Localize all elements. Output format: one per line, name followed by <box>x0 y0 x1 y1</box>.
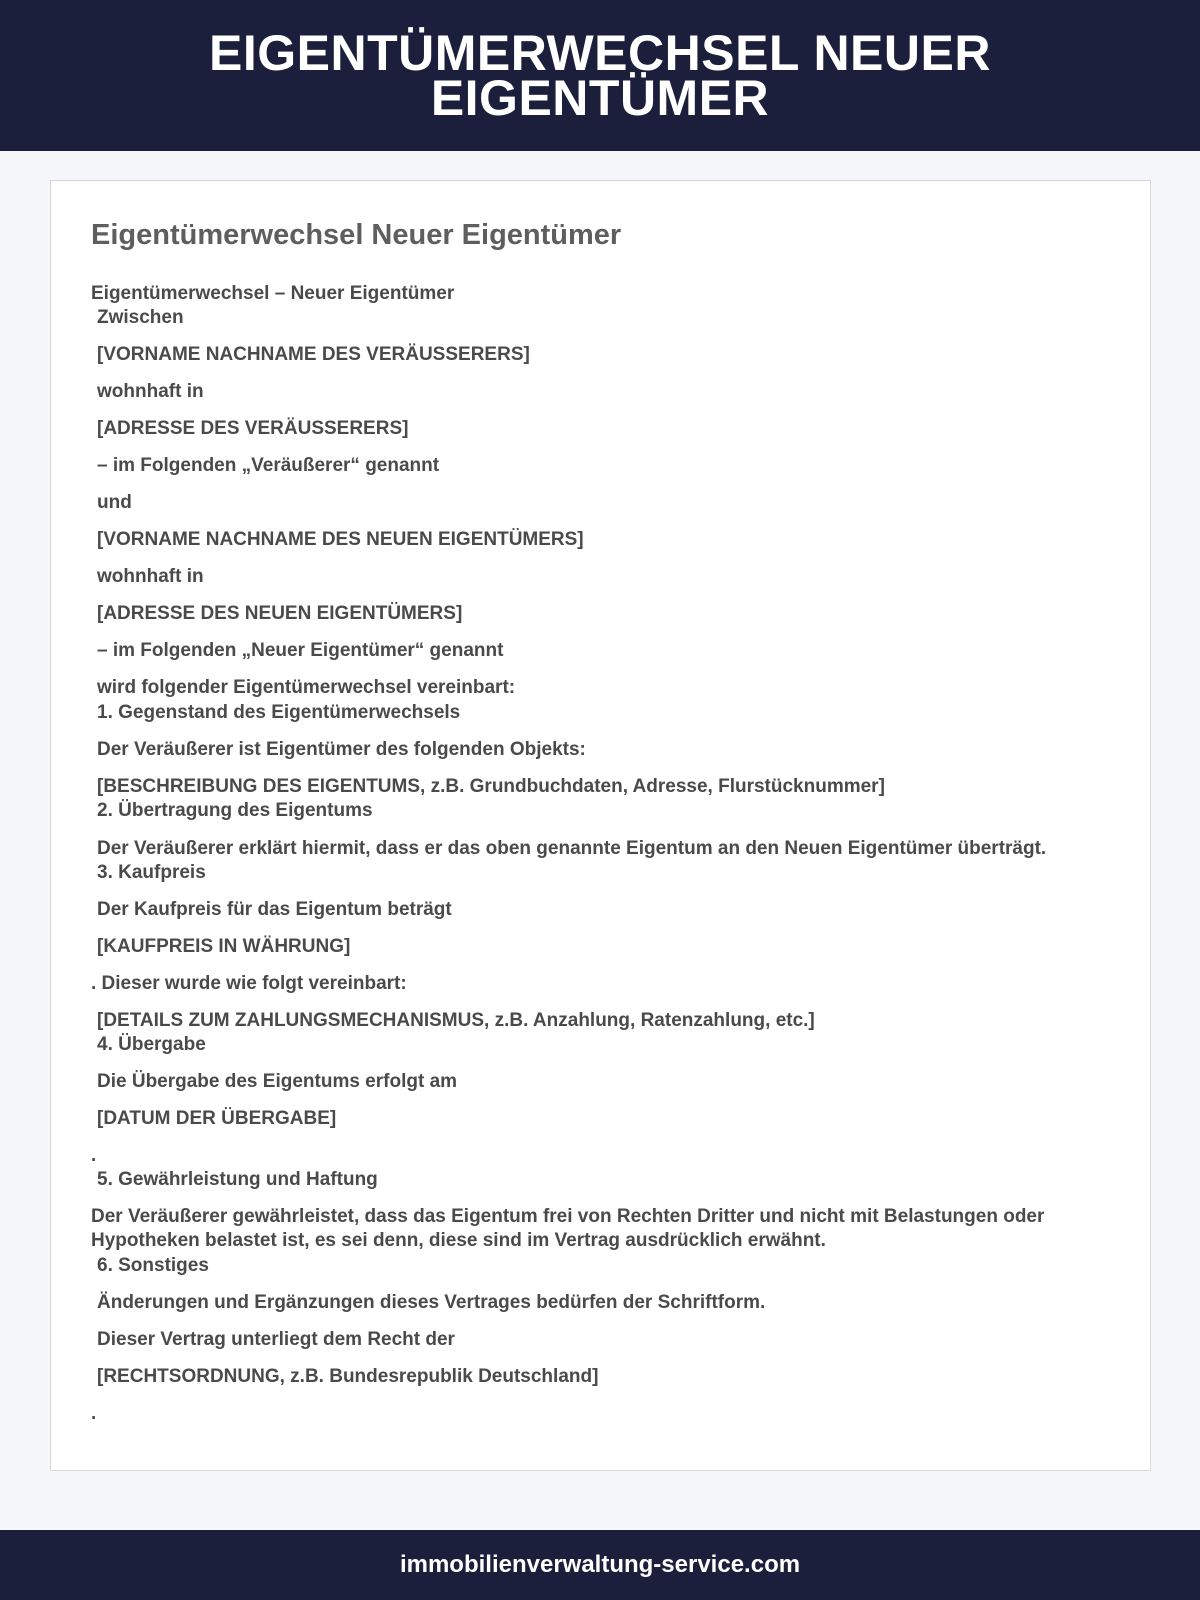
text-line-residence-2: wohnhaft in <box>97 566 204 587</box>
placeholder-buyer-address: [ADRESSE DES NEUEN EIGENTÜMERS] <box>97 603 463 624</box>
placeholder-handover-date: [DATUM DER ÜBERGABE] <box>97 1108 337 1129</box>
text-line-period: . <box>91 1145 97 1166</box>
section-heading-4: 4. Übergabe <box>97 1034 206 1055</box>
page-title: EIGENTÜMERWECHSEL NEUER EIGENTÜMER <box>209 24 991 126</box>
text-line-object: Der Veräußerer ist Eigentümer des folgenden Objekts: <box>97 739 586 760</box>
placeholder-jurisdiction: [RECHTSORDNUNG, z.B. Bundesrepublik Deutschland] <box>97 1366 599 1387</box>
section-heading-2: 2. Übertragung des Eigentums <box>97 800 373 821</box>
placeholder-property-description: [BESCHREIBUNG DES EIGENTUMS, z.B. Grundbuchdaten, Adresse, Flurstücknummer] <box>97 776 885 797</box>
text-line-und: und <box>97 492 132 513</box>
placeholder-seller-name: [VORNAME NACHNAME DES VERÄUSSERERS] <box>97 344 530 365</box>
text-line-buyer-alias: – im Folgenden „Neuer Eigentümer“ genannt <box>97 640 504 661</box>
text-line-residence: wohnhaft in <box>97 381 204 402</box>
text-line-period-2: . <box>91 1403 97 1424</box>
text-line-transfer: Der Veräußerer erklärt hiermit, dass er das oben genannte Eigentum an den Neuen Eigentümer überträgt. <box>97 838 1047 859</box>
text-line-law: Dieser Vertrag unterliegt dem Recht der <box>97 1329 455 1350</box>
placeholder-payment-details: [DETAILS ZUM ZAHLUNGSMECHANISMUS, z.B. Anzahlung, Ratenzahlung, etc.] <box>97 1010 815 1031</box>
text-line-handover: Die Übergabe des Eigentums erfolgt am <box>97 1071 458 1092</box>
text-line-agreement: wird folgender Eigentümerwechsel vereinbart: <box>97 677 516 698</box>
text-line-amendments: Änderungen und Ergänzungen dieses Vertrages bedürfen der Schriftform. <box>97 1292 766 1313</box>
placeholder-price: [KAUFPREIS IN WÄHRUNG] <box>97 936 351 957</box>
document-title: Eigentümerwechsel Neuer Eigentümer <box>91 219 622 251</box>
footer-site-link[interactable]: immobilienverwaltung-service.com <box>399 1551 801 1578</box>
document-heading-line: Eigentümerwechsel – Neuer Eigentümer <box>91 283 455 304</box>
page-header <box>0 0 1200 151</box>
document-card <box>50 180 1151 1471</box>
text-line-price-agreed: . Dieser wurde wie folgt vereinbart: <box>91 973 407 994</box>
text-line-zwischen: Zwischen <box>97 307 184 328</box>
text-paragraph-warranty: Der Veräußerer gewährleistet, dass das Eigentum frei von Rechten Dritter und nicht mit Belastungen oder Hypotheken belastet ist, es sei denn, diese sind im Vertrag ausdrücklich erwähnt. <box>91 1206 1045 1251</box>
text-line-seller-alias: – im Folgenden „Veräußerer“ genannt <box>97 455 440 476</box>
section-heading-6: 6. Sonstiges <box>97 1255 209 1276</box>
section-heading-3: 3. Kaufpreis <box>97 862 206 883</box>
section-heading-5: 5. Gewährleistung und Haftung <box>97 1169 378 1190</box>
section-heading-1: 1. Gegenstand des Eigentümerwechsels <box>97 702 461 723</box>
placeholder-seller-address: [ADRESSE DES VERÄUSSERERS] <box>97 418 409 439</box>
text-line-price: Der Kaufpreis für das Eigentum beträgt <box>97 899 452 920</box>
page-footer <box>0 1530 1200 1600</box>
placeholder-buyer-name: [VORNAME NACHNAME DES NEUEN EIGENTÜMERS] <box>97 529 584 550</box>
